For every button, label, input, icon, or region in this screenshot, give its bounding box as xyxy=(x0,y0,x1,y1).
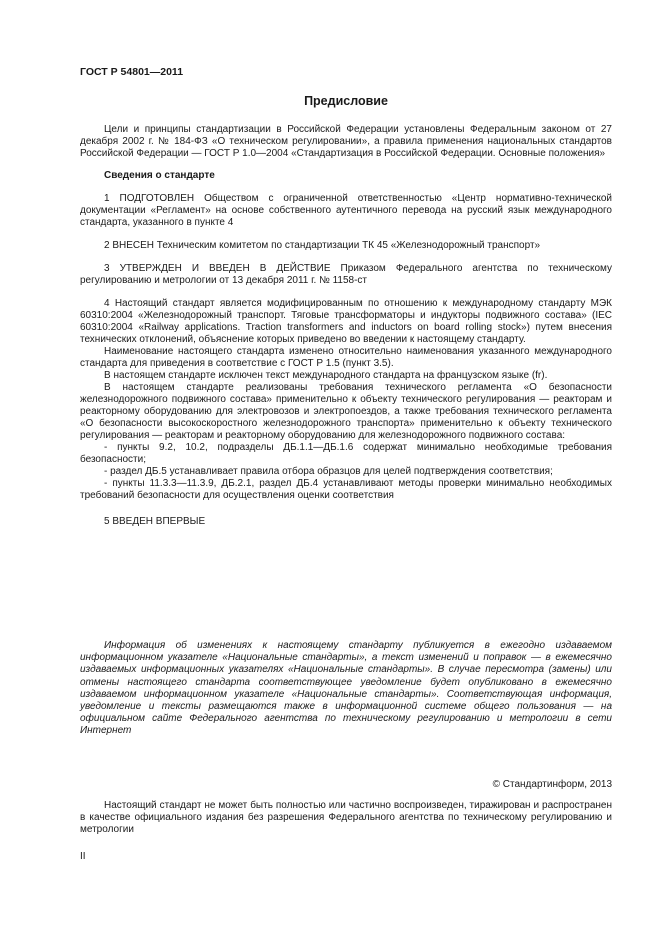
item-5: 5 ВВЕДЕН ВПЕРВЫЕ xyxy=(104,516,206,527)
item-4-dash-1: - пункты 9.2, 10.2, подразделы ДБ.1.1—ДБ.1.6 содержат минимально необходимые требования безопасности; xyxy=(80,442,612,465)
page-number: II xyxy=(80,851,86,862)
item-4-paragraph-2: Наименование настоящего стандарта изменено относительно наименования указанного международного стандарта для приведения в соответствие с ГОСТ Р 1.5 (пункт 3.5). xyxy=(80,346,612,369)
copyright: © Стандартинформ, 2013 xyxy=(492,779,612,790)
page-title: Предисловие xyxy=(304,94,388,108)
main-content xyxy=(80,124,612,528)
item-3: 3 УТВЕРЖДЕН И ВВЕДЕН В ДЕЙСТВИЕ Приказом Федерального агентства по техническому регулированию и метрологии от 13 декабря 2011 г. № 1158-ст xyxy=(80,263,612,286)
info-paragraph: Информация об изменениях к настоящему стандарту публикуется в ежегодно издаваемом информационном указателе «Национальные стандарты», а текст изменений и поправок — в ежемесячно издаваемых информационных указателях «Национальные стандарты». В случае пересмотра (замены) или отмены настоящего стандарта соответствующее уведомление будет опубликовано в ежемесячно издаваемом информационном указателе «Национальные стандарты». Соответствующая информация, уведомление и тексты размещаются также в информационной системе общего пользования — на официальном сайте Федерального агентства по техническому регулированию и метрологии в сети Интернет xyxy=(80,640,612,737)
item-4-paragraph-3: В настоящем стандарте исключен текст международного стандарта на французском языке (fr). xyxy=(104,370,548,381)
item-4-dash-2: - раздел ДБ.5 устанавливает правила отбора образцов для целей подтверждения соответствия; xyxy=(104,466,553,477)
info-block xyxy=(80,640,612,738)
item-1: 1 ПОДГОТОВЛЕН Обществом с ограниченной ответственностью «Центр нормативно-технической документации «Регламент» на основе собственного аутентичного перевода на русский язык международного стандарта, указанного в пункте 4 xyxy=(80,193,612,228)
footer-paragraph: Настоящий стандарт не может быть полностью или частично воспроизведен, тиражирован и распространен в качестве официального издания без разрешения Федерального агентства по техническому регулированию и метрологии xyxy=(80,800,612,835)
item-4: 4 Настоящий стандарт является модифицированным по отношению к международному стандарту МЭК 60310:2004 «Железнодорожный транспорт. Тяговые трансформаторы и индукторы подвижного состава» (IEC 60310:2004 «Railway applications. Traction transformers and inductors on board rolling stock») путем внесения технических отклонений, объяснение которых приведено во введении к настоящему стандарту. xyxy=(80,298,612,345)
standard-code: ГОСТ Р 54801—2011 xyxy=(80,66,184,78)
section-title: Сведения о стандарте xyxy=(104,170,215,181)
item-4-paragraph-4: В настоящем стандарте реализованы требования технического регламента «О безопасности железнодорожного подвижного состава» применительно к объекту технического регулирования — реакторам и реакторному оборудованию для электровозов и электропоездов, а также требования технического регламента «О безопасности высокоскоростного железнодорожного транспорта» применительно к объекту технического регулирования — реакторам и реакторному оборудованию для железнодорожного подвижного состава: xyxy=(80,382,612,441)
item-2: 2 ВНЕСЕН Техническим комитетом по стандартизации ТК 45 «Железнодорожный транспорт» xyxy=(104,240,541,251)
footer-block xyxy=(80,800,612,836)
item-4-dash-3: - пункты 11.3.3—11.3.9, ДБ.2.1, раздел ДБ.4 устанавливают методы проверки минимально необходимых требований безопасности для осуществления оценки соответствия xyxy=(80,478,612,501)
intro-paragraph: Цели и принципы стандартизации в Российской Федерации установлены Федеральным законом от 27 декабря 2002 г. № 184-ФЗ «О техническом регулировании», а правила применения национальных стандартов Российской Федерации — ГОСТ Р 1.0—2004 «Стандартизация в Российской Федерации. Основные положения» xyxy=(80,124,612,159)
